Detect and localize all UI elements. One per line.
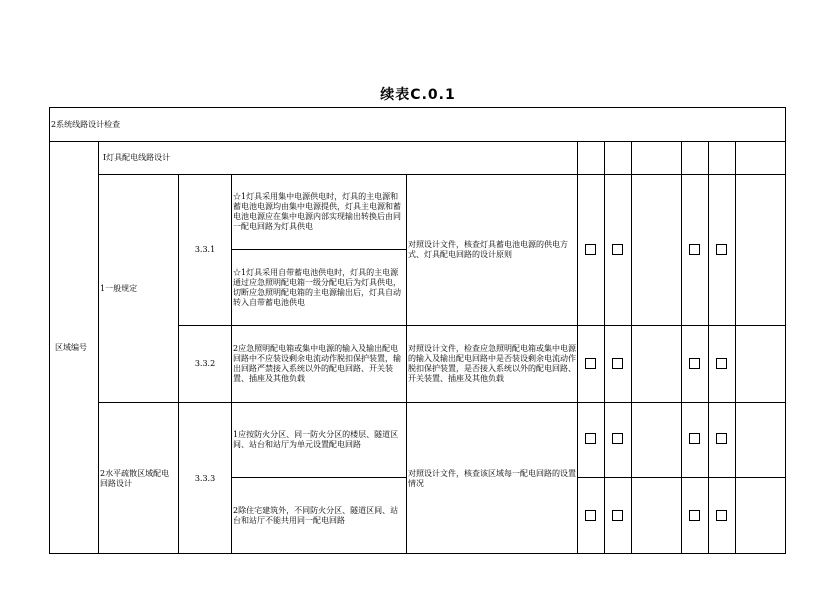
group-label-horizontal-evacuation: 2水平疏散区域配电回路设计 [100, 468, 170, 488]
section-header: 2系统线路设计检查 [51, 119, 121, 129]
checkbox[interactable] [612, 358, 623, 369]
checkbox[interactable] [689, 244, 700, 255]
checkbox[interactable] [585, 433, 596, 444]
checkbox[interactable] [585, 358, 596, 369]
clause-number: 3.3.3 [194, 473, 216, 483]
requirement-text: 1应按防火分区、同一防火分区的楼层、隧道区间、站台和站厅为单元设置配电回路 [233, 430, 399, 449]
checkbox[interactable] [689, 510, 700, 521]
inspection-method: 对照设计文件，核查该区域每一配电回路的设置情况 [408, 468, 576, 488]
sub-header: Ⅰ灯具配电线路设计 [103, 153, 171, 162]
checkbox[interactable] [716, 433, 727, 444]
inspection-method: 对照设计文件，核查灯具蓄电池电源的供电方式、灯具配电回路的设计原则 [408, 240, 568, 259]
checkbox[interactable] [585, 244, 596, 255]
checkbox[interactable] [689, 358, 700, 369]
page-title: 续表C.0.1 [380, 87, 456, 103]
requirement-text: ☆1灯具采用自带蓄电池供电时，灯具的主电源通过应急照明配电箱一级分配电后为灯具供电，切断应急照明配电箱的主电源输出后，灯具自动转入自带蓄电池供电 [233, 267, 401, 307]
checkbox[interactable] [689, 433, 700, 444]
checkbox[interactable] [585, 510, 596, 521]
checkbox[interactable] [716, 358, 727, 369]
checkbox[interactable] [612, 510, 623, 521]
requirement-text: 2除住宅建筑外，不同防火分区、隧道区间、站台和站厅不能共用同一配电回路 [233, 505, 399, 525]
checkbox[interactable] [612, 244, 623, 255]
region-number-label: 区域编号 [55, 343, 87, 352]
requirement-text: ☆1灯具采用集中电源供电时，灯具的主电源和蓄电池电源均由集中电源提供，灯具主电源和蓄电池电源应在集中电源内部实现输出转换后由同一配电回路为灯具供电 [233, 192, 401, 231]
requirement-text: 2应急照明配电箱或集中电源的输入及输出配电回路中不应装设剩余电流动作脱扣保护装置，输出回路严禁接入系统以外的配电回路、开关装置、插座及其他负载 [233, 344, 401, 383]
checkbox[interactable] [716, 244, 727, 255]
inspection-method: 对照设计文件，检查应急照明配电箱或集中电源的输入及输出配电回路中是否装设剩余电流动作脱扣保护装置，是否接入系统以外的配电回路、开关装置、插座及其他负载 [408, 344, 576, 383]
clause-number: 3.3.2 [194, 359, 216, 368]
checkbox[interactable] [716, 510, 727, 521]
checkbox[interactable] [612, 433, 623, 444]
group-label-general: 1一般规定 [100, 283, 138, 293]
clause-number: 3.3.1 [194, 245, 216, 254]
